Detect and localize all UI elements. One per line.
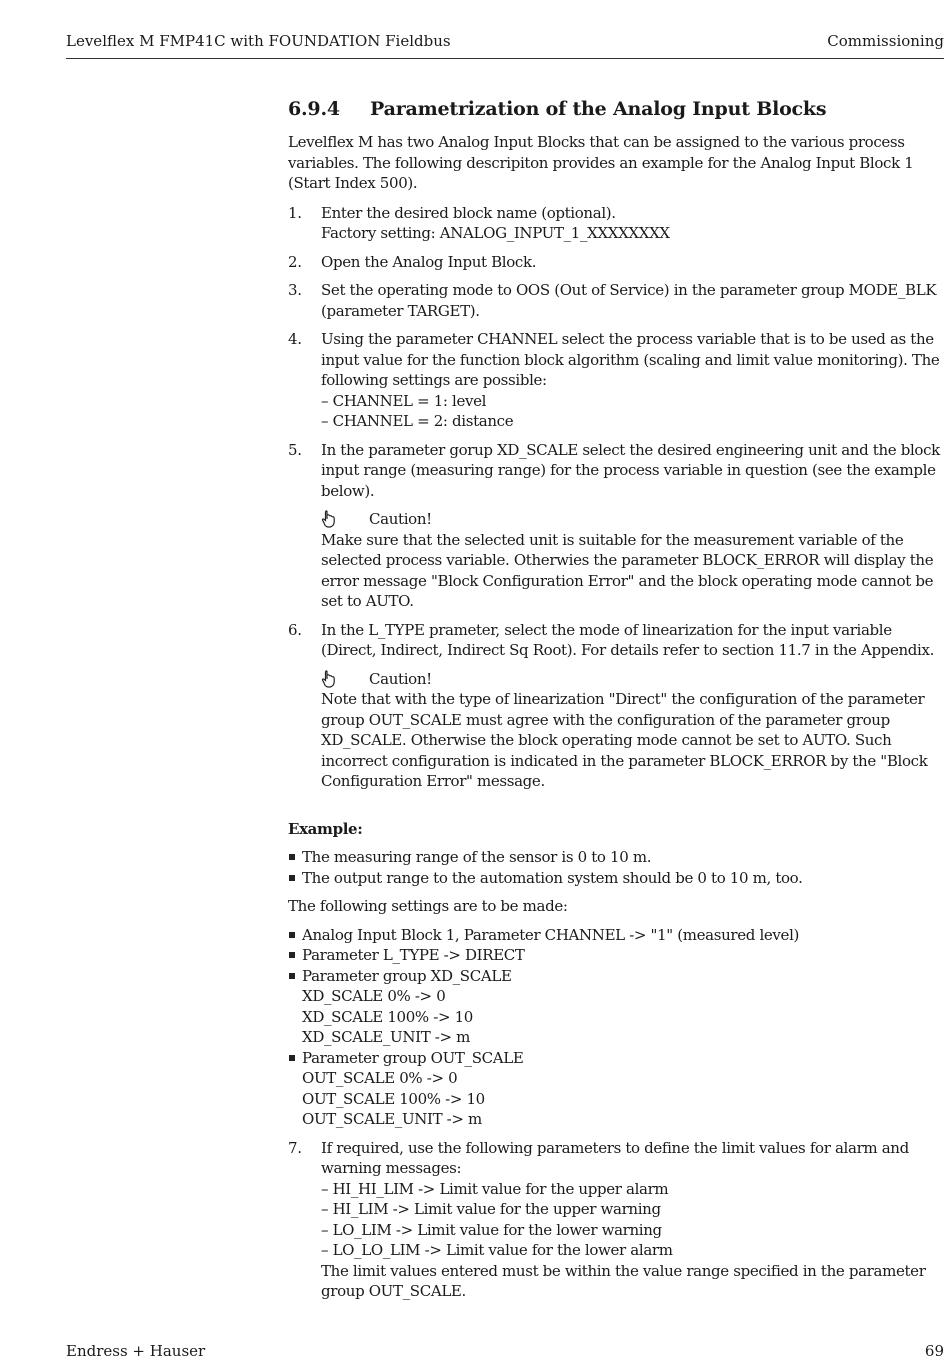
list-item-line: OUT_SCALE 100% -> 10 [302,1089,485,1108]
list-item-line: Parameter group OUT_SCALE [302,1048,524,1067]
example-bullet-list [288,847,942,888]
list-item-line: OUT_SCALE 0% -> 0 [302,1069,458,1087]
list-item [288,1048,942,1130]
list-item-line: XD_SCALE 100% -> 10 [302,1007,473,1026]
bullet-square-icon [289,932,295,938]
header-divider [66,58,944,59]
step-line: – CHANNEL = 2: distance [321,412,514,430]
caution-note [321,509,942,612]
header-document-title: Levelflex M FMP41C with FOUNDATION Fieldbus [66,32,451,50]
step-line: Open the Analog Input Block. [321,252,537,271]
step-line: – CHANNEL = 1: level [321,391,487,410]
step-item [288,252,942,273]
list-item-line: Parameter L_TYPE -> DIRECT [302,946,525,964]
step-line: – HI_HI_LIM -> Limit value for the upper alarm [321,1179,669,1198]
step-line: – LO_LIM -> Limit value for the lower warning [321,1220,662,1239]
step-line: Factory setting: ANALOG_INPUT_1_XXXXXXXX [321,224,670,242]
step-number: 7. [288,1138,302,1157]
step-text: In the parameter gorup XD_SCALE select the desired engineering unit and the block input range (measuring range) for the process variable in question (see the example below). [321,440,940,500]
step-number: 4. [288,330,302,348]
step-item [288,1138,942,1302]
caution-text: Note that with the type of linearization "Direct" the configuration of the parameter group OUT_SCALE must agree with the configuration of the parameter group XD_SCALE. Otherwise the block operating mode cannot be set to AUTO. Such incorrect configuration is indicated in the parameter BLOCK_ERROR by the "Block Configuration Error" message. [321,690,928,790]
step-line: – HI_LIM -> Limit value for the upper warning [321,1200,661,1218]
caution-hand-icon [321,510,337,528]
step-item [288,620,942,792]
bullet-square-icon [289,875,295,881]
list-item-line: Parameter group XD_SCALE [302,966,512,985]
caution-text: Make sure that the selected unit is suitable for the measurement variable of the selected process variable. Otherwies the parameter BLOCK_ERROR will display the error message "Block Configuration Error" and the block operating mode cannot be set to AUTO. [321,530,934,610]
caution-title: Caution! [369,669,432,688]
section-heading [288,96,942,122]
list-item [288,925,942,946]
page-footer [66,1340,944,1362]
bullet-square-icon [289,1055,295,1061]
steps-list [288,203,942,432]
section-number: 6.9.4 [288,98,340,120]
step-item [288,329,942,432]
list-item [288,847,942,868]
list-item [288,945,942,966]
list-item [288,966,942,1048]
step-line: The limit values entered must be within the value range specified in the parameter group OUT_SCALE. [321,1261,926,1300]
step-line: If required, use the following parameters to define the limit values for alarm and warning messages: [321,1138,909,1177]
bullet-square-icon [289,973,295,979]
step-number: 1. [288,203,302,222]
list-item-line: XD_SCALE 0% -> 0 [302,987,446,1005]
step-item [288,280,942,321]
caution-hand-icon [321,670,337,688]
settings-bullet-list [288,925,942,1130]
step-number: 5. [288,440,302,459]
step-line: – LO_LO_LIM -> Limit value for the lower alarm [321,1241,673,1259]
step-number: 3. [288,281,302,299]
list-item-line: The output range to the automation system should be 0 to 10 m, too. [302,868,803,887]
step-text: In the L_TYPE prameter, select the mode of linearization for the input variable (Direct, Indirect, Indirect Sq Root). For details refer to section 11.7 in the Appendix. [321,620,935,659]
step-item [288,440,942,612]
list-item-line: Analog Input Block 1, Parameter CHANNEL -> "1" (measured level) [302,925,800,944]
step-item [288,203,942,244]
list-item [288,868,942,889]
page-number: 69 [924,1342,944,1360]
caution-title: Caution! [369,510,432,528]
list-item-line: XD_SCALE_UNIT -> m [302,1028,470,1046]
list-item-line: OUT_SCALE_UNIT -> m [302,1110,482,1128]
header-chapter: Commissioning [827,32,944,50]
caution-note [321,669,942,792]
step-number: 6. [288,620,302,639]
step-line: Using the parameter CHANNEL select the process variable that is to be used as the input value for the function block algorithm (scaling and limit value monitoring). The following settings are possible: [321,330,940,389]
list-item-line: The measuring range of the sensor is 0 to 10 m. [302,848,652,866]
intro-paragraph: Levelflex M has two Analog Input Blocks that can be assigned to the various process variables. The following descripiton provides an example for the Analog Input Block 1 (Start Index 500). [288,133,914,192]
step-line: Set the operating mode to OOS (Out of Service) in the parameter group MODE_BLK (parameter TARGET). [321,281,937,320]
bullet-square-icon [289,952,295,958]
section-title: Parametrization of the Analog Input Blocks [370,98,827,120]
page-header [66,30,944,52]
example-heading: Example: [288,819,363,838]
step-line: Enter the desired block name (optional). [321,203,616,222]
step-number: 2. [288,252,302,271]
bullet-square-icon [289,854,295,860]
settings-intro: The following settings are to be made: [288,897,568,915]
main-content [288,96,942,1310]
footer-company: Endress + Hauser [66,1342,206,1360]
